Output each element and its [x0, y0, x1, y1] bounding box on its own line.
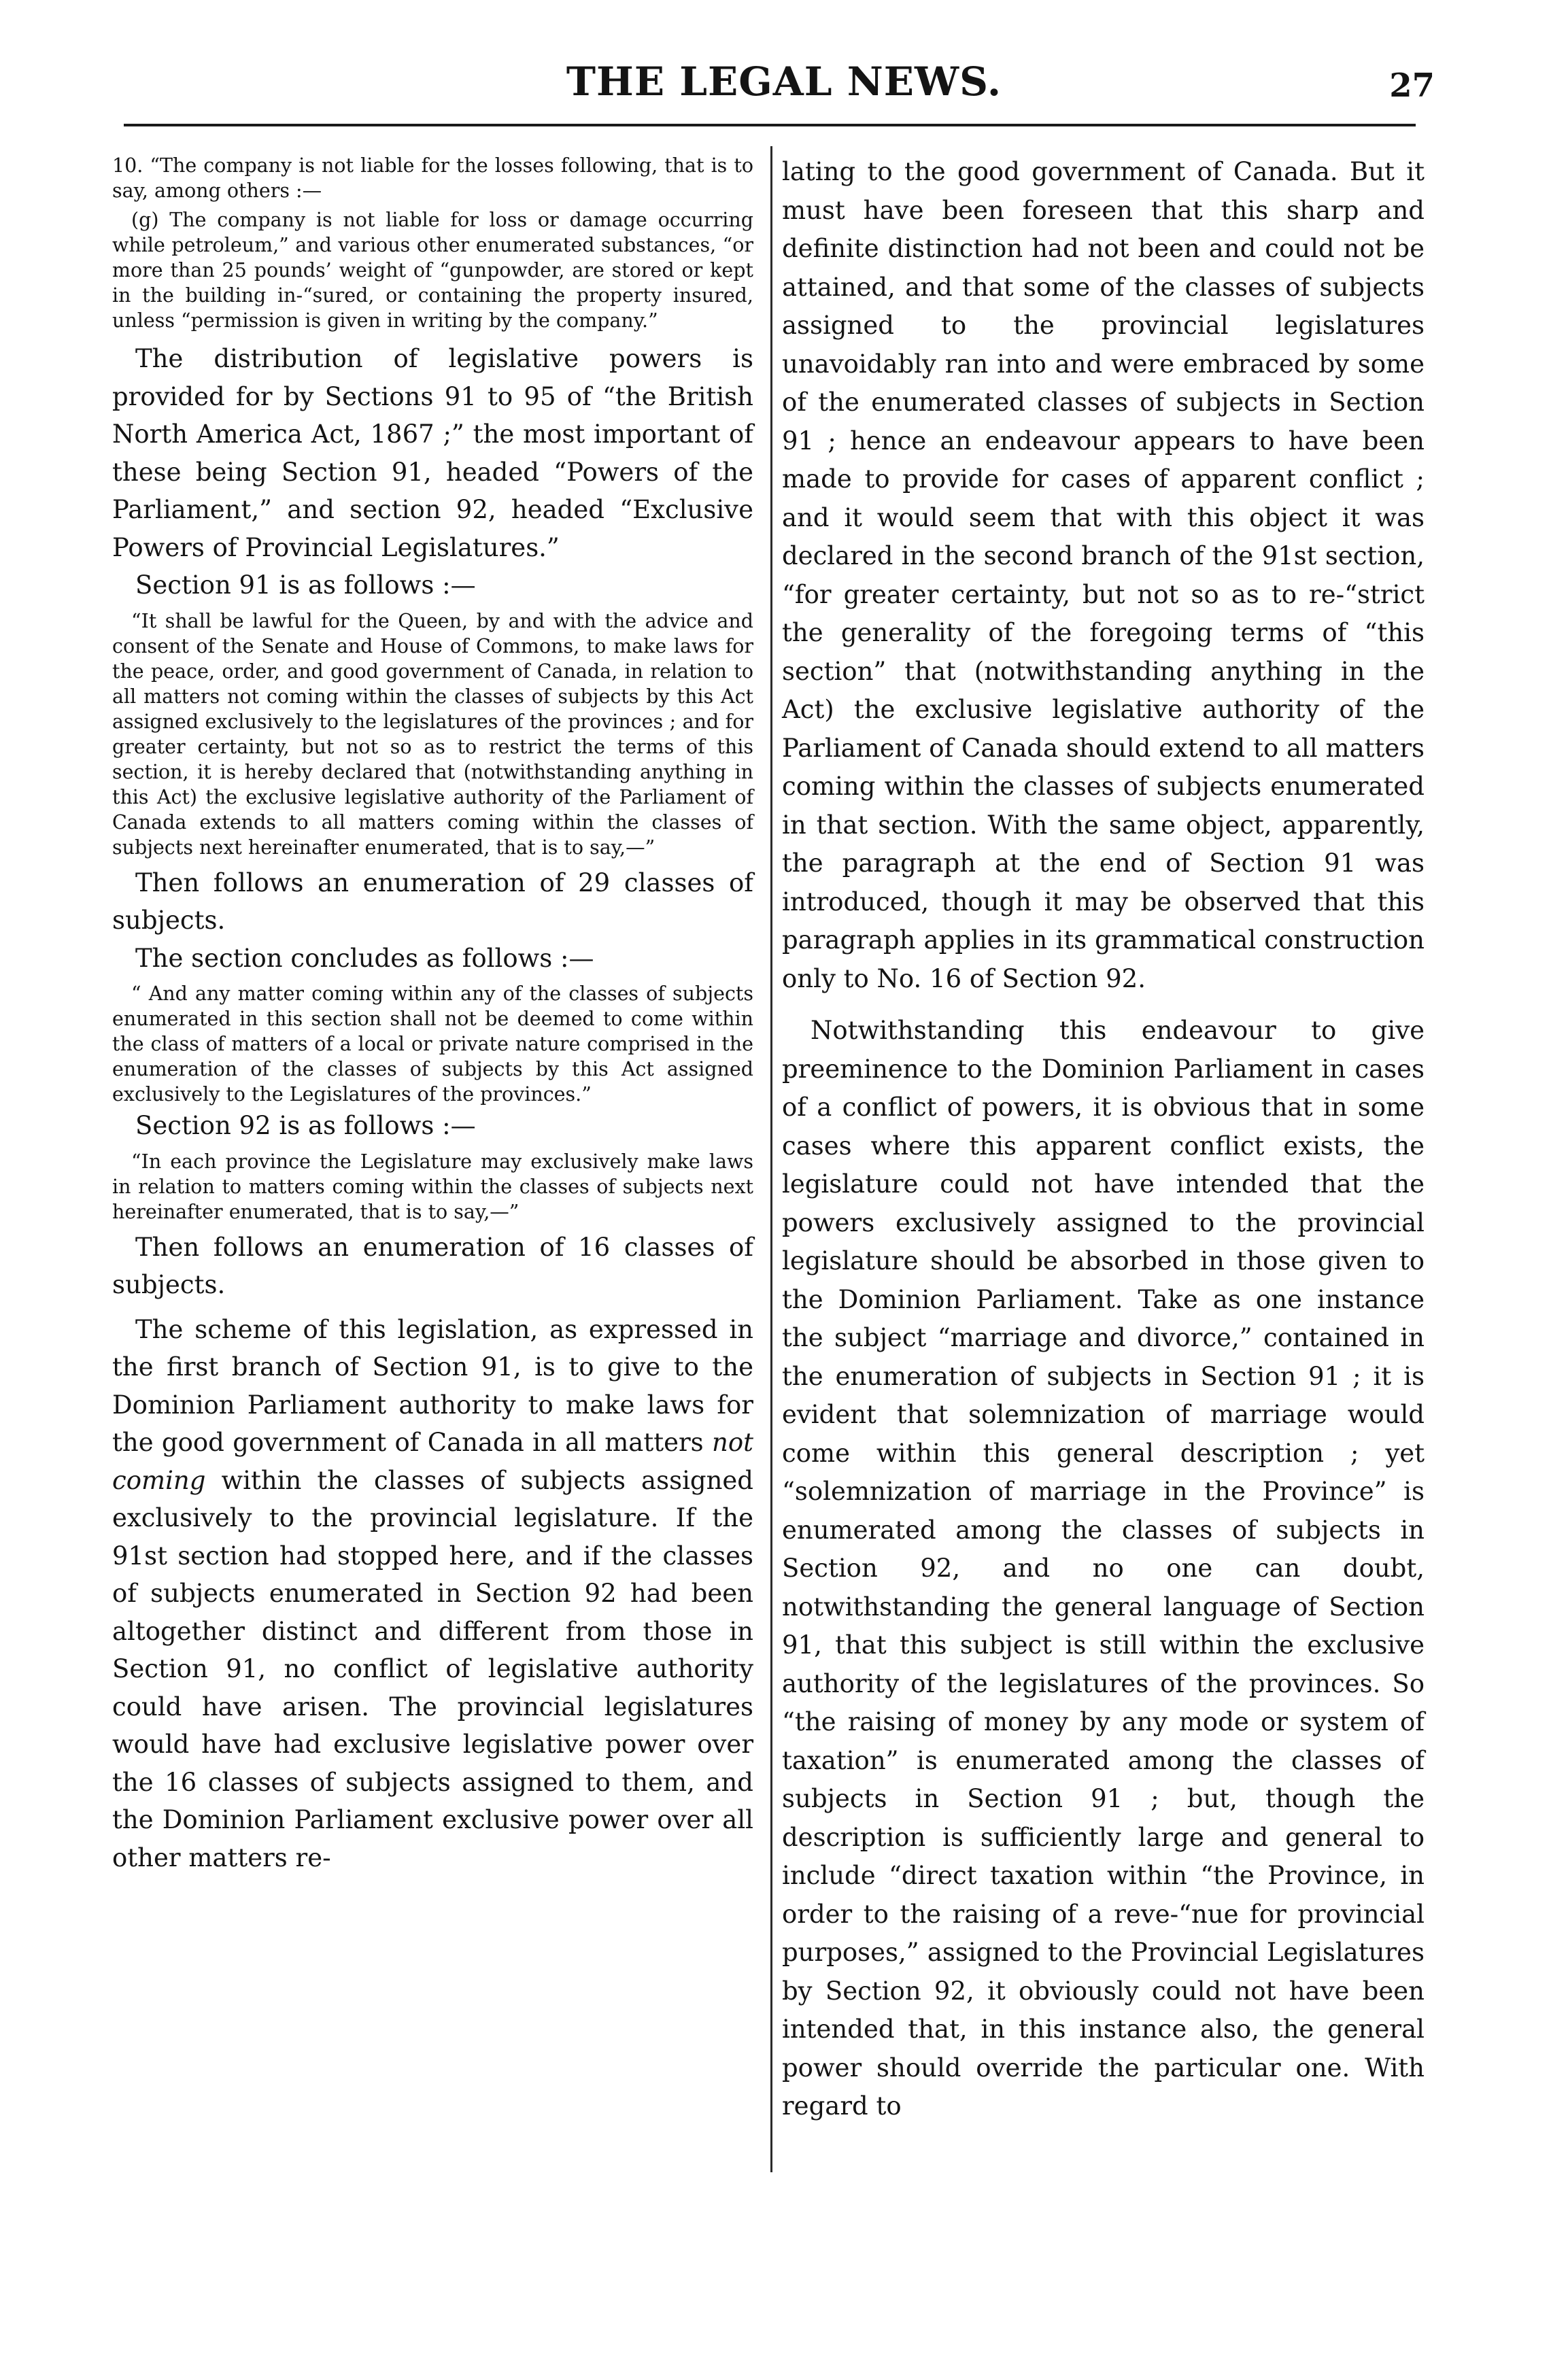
paragraph-enumeration-16: Then follows an enumeration of 16 classes of subjects. — [112, 1232, 753, 1299]
scheme-text-before: The scheme of this legislation, as expressed in the first branch of Section 91, is to give to the Dominion Parliament authority to make laws for the good government of Canada in all matters — [112, 1314, 753, 1457]
scheme-text-after: within the classes of subjects assigned exclusively to the provincial legislature. If the 91st section had stopped here, and if the classes of subjects enumerated in Section 92 had been altogether distinct and different from those in Section 91, no conflict of legislative authority could have arisen. The provincial legislatures would have had exclusive legislative power over the 16 classes of subjects assigned to them, and the Dominion Parliament exclusive power over all other matters re- — [112, 1465, 753, 1872]
quoted-section-91: “It shall be lawful for the Queen, by and with the advice and consent of the Senate and House of Commons, to make laws for the peace, order, and good government of Canada, in relation to all matters not coming within the classes of subjects by this Act assigned exclusively to the legislatures of the provinces ; and for greater certainty, but not so as to restrict the terms of this section, it is hereby declared that (notwithstanding anything in this Act) the exclusive legislative authority of the Parliament of Canada extends to all matters coming within the classes of subjects next hereinafter enumerated, that is to say,—” — [112, 609, 753, 859]
quoted-section-92: “In each province the Legislature may exclusively make laws in relation to matters coming within the classes of subjects next hereinafter enumerated, that is to say,—” — [112, 1150, 753, 1223]
paragraph-distribution-of-powers: The distribution of legislative powers is provided for by Sections 91 to 95 of “the British North America Act, 1867 ;” the most important of these being Section 91, headed “Powers of the Parliament,” and section 92, headed “Exclusive Powers of Provincial Legislatures.” — [112, 344, 753, 562]
quoted-condition-10: 10. “The company is not liable for the losses following, that is to say, among others :— — [112, 154, 753, 202]
quoted-section-91-conclusion: “ And any matter coming within any of the classes of subjects enumerated in this section shall not be deemed to come within the class of matters of a local or private nature comprised in the enumeration of the classes of subjects by this Act assigned exclusively to the Legislatures of the provinces.” — [112, 982, 753, 1106]
column-divider — [770, 146, 772, 2172]
paragraph-section-92-intro: Section 92 is as follows :— — [135, 1111, 476, 1140]
paragraph-enumeration-29: Then follows an enumeration of 29 classes of subjects. — [112, 868, 753, 935]
paragraph-scheme-of-legislation — [112, 1311, 753, 1877]
right-column — [782, 153, 1425, 2126]
header-rule — [124, 124, 1416, 126]
page-header-title: THE LEGAL NEWS. — [566, 58, 1002, 105]
paragraph-good-government-continued: lating to the good government of Canada. But it must have been foreseen that this sharp and definite distinction had not been and could not be attained, and that some of the classes of subjects assigned to the provincial legislatures unavoidably ran into and were embraced by some of the enumerated classes of subjects in Section 91 ; hence an endeavour appears to have been made to provide for cases of apparent conflict ; and it would seem that with this object it was declared in the second branch of the 91st section, “for greater certainty, but not so as to re-“strict the generality of the foregoing terms of “this section” that (notwithstanding anything in the Act) the exclusive legislative authority of the Parliament of Canada should extend to all matters coming within the classes of subjects enumerated in that section. With the same object, apparently, the paragraph at the end of Section 91 was introduced, though it may be observed that this paragraph applies in its grammatical construction only to No. 16 of Section 92. — [782, 157, 1425, 993]
page-number: 27 — [1389, 67, 1435, 105]
paragraph-notwithstanding-endeavour: Notwithstanding this endeavour to give preeminence to the Dominion Parliament in cases of a conflict of powers, it is obvious that in some cases where this apparent conflict exists, the legislature could not have intended that the powers exclusively assigned to the provincial legislature should be absorbed in those given to the Dominion Parliament. Take as one instance the subject “marriage and divorce,” contained in the enumeration of subjects in Section 91 ; it is evident that solemnization of marriage would come within this general description ; yet “solemnization of marriage in the Province” is enumerated among the classes of subjects in Section 92, and no one can doubt, notwithstanding the general language of Section 91, that this subject is still within the exclusive authority of the legislatures of the provinces. So “the raising of money by any mode or system of taxation” is enumerated among the classes of subjects in Section 91 ; but, though the description is sufficiently large and general to include “direct taxation within “the Province, in order to the raising of a reve-“nue for provincial purposes,” assigned to the Provincial Legislatures by Section 92, it obviously could not have been intended that, in this instance also, the general power should override the particular one. With regard to — [782, 1016, 1425, 2121]
left-column — [112, 153, 753, 1877]
paragraph-section-concludes: The section concludes as follows :— — [135, 943, 594, 973]
paragraph-section-91-intro: Section 91 is as follows :— — [135, 570, 476, 600]
quoted-condition-g: (g) The company is not liable for loss or damage occurring while petroleum,” and various other enumerated substances, “or more than 25 pounds’ weight of “gunpowder, are stored or kept in the building in-“sured, or containing the property insured, unless “permission is given in writing by the company.” — [112, 209, 753, 332]
scheme-italic-not-coming: not coming — [112, 1428, 753, 1495]
